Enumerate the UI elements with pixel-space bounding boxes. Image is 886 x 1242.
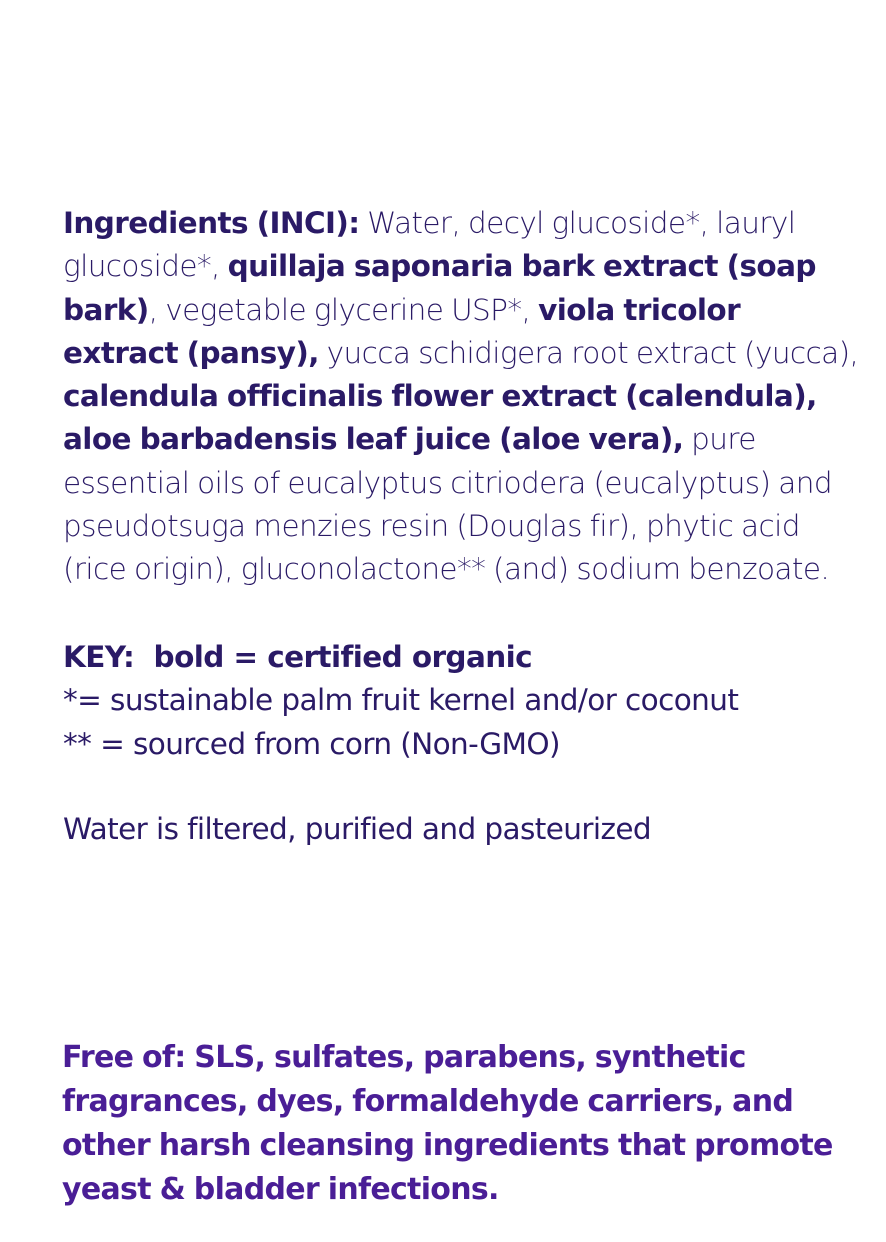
ingredients-text-2: , vegetable glycerine USP*, <box>148 292 539 327</box>
key-single-star: *= sustainable palm fruit kernel and/or coconut <box>63 683 739 718</box>
ingredients-organic-1: quillaja saponaria bark extract (soap bark) <box>63 249 816 327</box>
water-note: Water is filtered, purified and pasteurized <box>63 812 652 846</box>
key-double-star: ** = sourced from corn (Non-GMO) <box>63 726 560 761</box>
key-label: KEY: bold = certified organic <box>63 640 533 674</box>
free-of-statement: Free of: SLS, sulfates, parabens, synthetic fragrances, dyes, formaldehyde carriers, and other harsh cleansing ingredients that promote yeast & bladder infections. <box>62 1040 833 1207</box>
ingredients-paragraph <box>63 202 863 592</box>
ingredients-heading: Ingredients (INCI): <box>63 206 360 240</box>
key-legend <box>63 636 863 766</box>
ingredients-text-4: pure essential oils of eucalyptus citriodera (eucalyptus) and pseudotsuga menzies resin (Douglas fir), phytic acid (rice origin), gluconolactone** (and) sodium benzoate. <box>63 422 832 587</box>
ingredients-organic-3: calendula officinalis flower extract (calendula), aloe barbadensis leaf juice (aloe vera), <box>63 379 817 457</box>
ingredients-organic-2: viola tricolor extract (pansy), <box>63 292 741 370</box>
ingredients-text-1: Water, decyl glucoside*, lauryl glucoside*, <box>63 206 796 284</box>
ingredients-text-3: yucca schidigera root extract (yucca), <box>318 335 859 370</box>
